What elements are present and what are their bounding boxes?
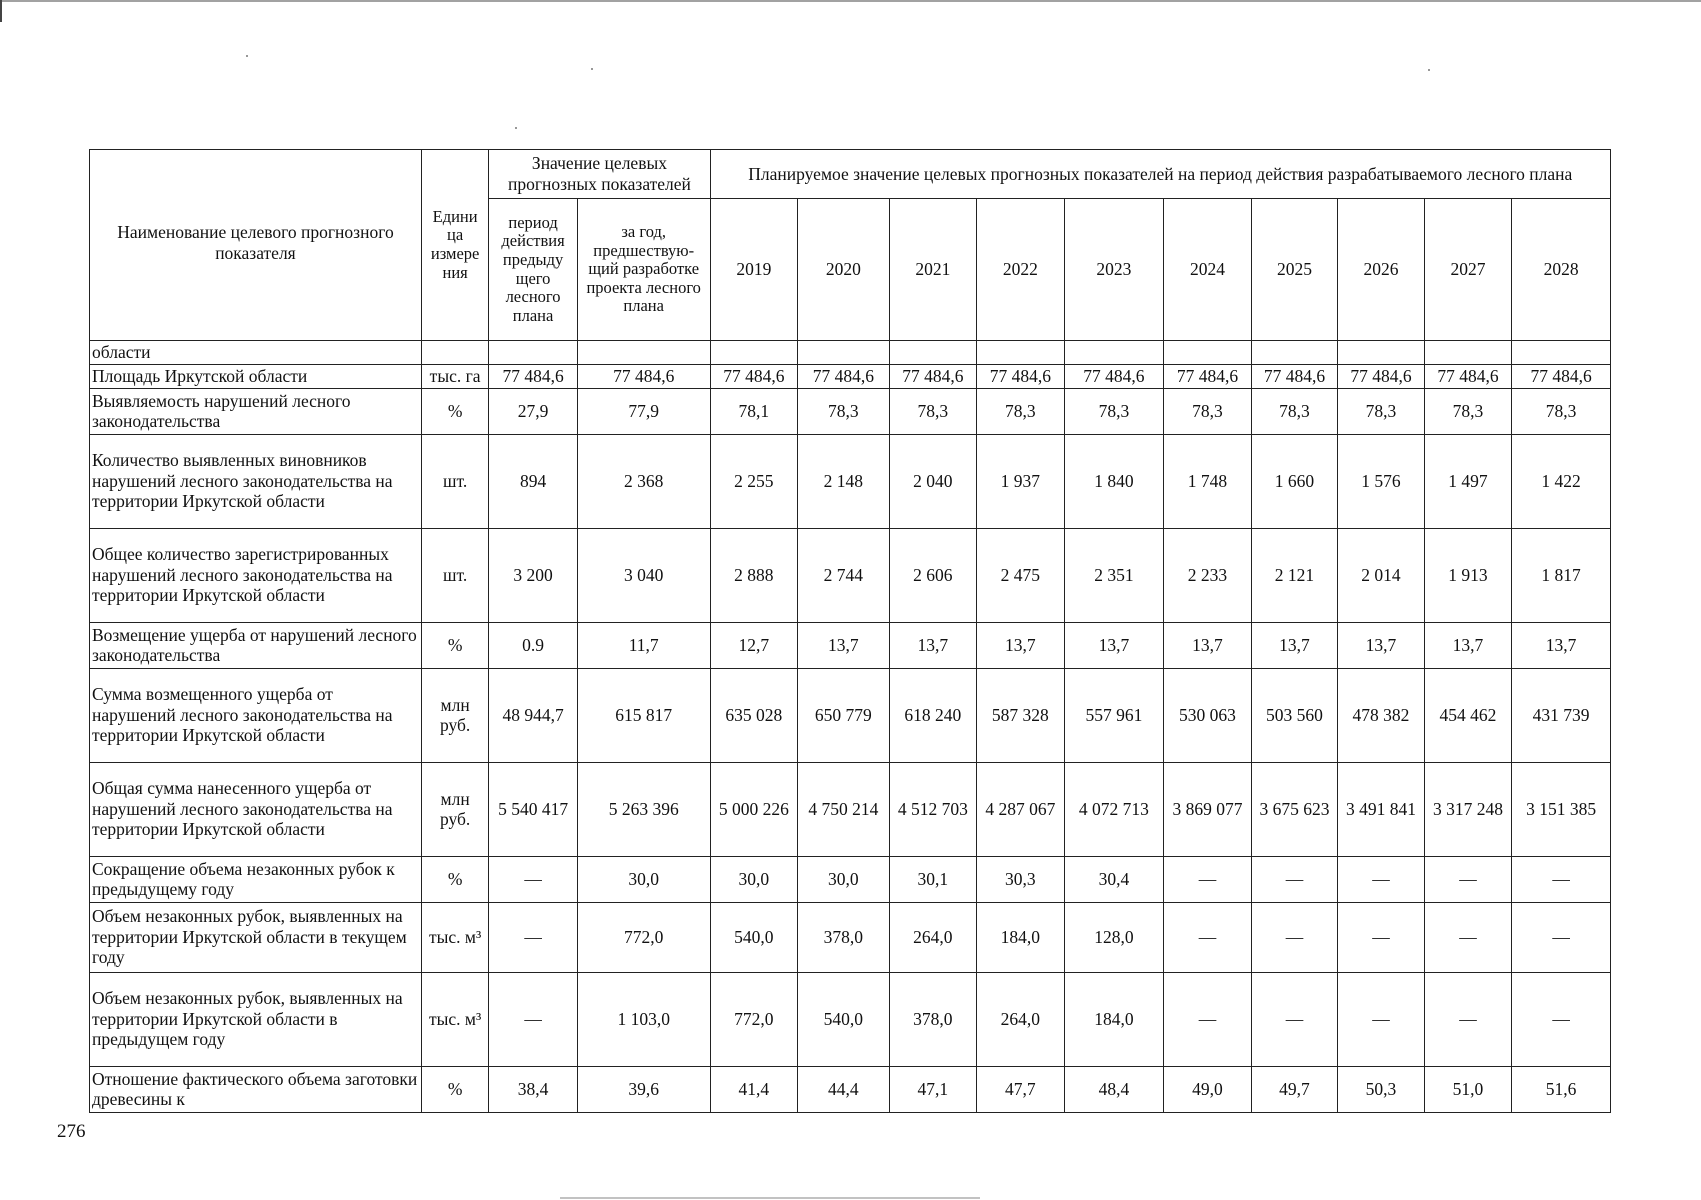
value-cell: 3 675 623	[1251, 762, 1338, 856]
value-cell: —	[1251, 902, 1338, 972]
value-cell: 78,3	[889, 388, 977, 434]
table-row	[90, 668, 1611, 762]
header-prev-period: период действия предыду щего лесного плана	[501, 212, 565, 325]
indicator-unit: шт.	[421, 434, 488, 528]
value-cell	[798, 341, 890, 365]
value-cell: 378,0	[798, 902, 890, 972]
value-cell: 2 121	[1251, 528, 1338, 622]
table-row	[90, 1066, 1611, 1112]
indicator-unit: тыс. м³	[421, 902, 488, 972]
value-cell: 4 072 713	[1064, 762, 1164, 856]
value-cell: 2 040	[889, 434, 977, 528]
value-cell: 77 484,6	[1512, 364, 1611, 388]
value-cell: 1 576	[1338, 434, 1425, 528]
indicator-name: Площадь Иркутской области	[90, 364, 422, 388]
value-cell: —	[1424, 902, 1512, 972]
value-cell: 49,0	[1164, 1066, 1252, 1112]
value-cell: 5 263 396	[577, 762, 710, 856]
indicator-name: Возмещение ущерба от нарушений лесного законодательства	[90, 622, 422, 668]
indicator-name: Количество выявленных виновников нарушений лесного законодательства на территории Иркутской области	[90, 434, 422, 528]
value-cell: 2 233	[1164, 528, 1252, 622]
value-cell: 44,4	[798, 1066, 890, 1112]
value-cell: 894	[489, 434, 578, 528]
value-cell: —	[489, 856, 578, 902]
value-cell	[1251, 341, 1338, 365]
indicator-unit: млн руб.	[421, 762, 488, 856]
header-unit: Едини ца измере ния	[430, 206, 480, 282]
value-cell: 50,3	[1338, 1066, 1425, 1112]
header-name-cell	[90, 150, 422, 341]
value-cell: —	[489, 902, 578, 972]
value-cell: 2 368	[577, 434, 710, 528]
value-cell: 78,3	[977, 388, 1065, 434]
value-cell: 650 779	[798, 668, 890, 762]
value-cell: 1 103,0	[577, 972, 710, 1066]
value-cell: 77 484,6	[577, 364, 710, 388]
value-cell: 77 484,6	[489, 364, 578, 388]
value-cell: 78,3	[1512, 388, 1611, 434]
value-cell: 78,3	[1424, 388, 1512, 434]
value-cell: 3 200	[489, 528, 578, 622]
value-cell: 3 491 841	[1338, 762, 1425, 856]
indicator-unit	[421, 341, 488, 365]
value-cell: —	[489, 972, 578, 1066]
value-cell: 30,3	[977, 856, 1065, 902]
header-year: 2027	[1424, 199, 1512, 341]
value-cell: 184,0	[1064, 972, 1164, 1066]
value-cell: 503 560	[1251, 668, 1338, 762]
value-cell: 30,1	[889, 856, 977, 902]
value-cell: 51,6	[1512, 1066, 1611, 1112]
indicator-unit: %	[421, 856, 488, 902]
value-cell: 47,1	[889, 1066, 977, 1112]
indicator-name: Общее количество зарегистрированных нарушений лесного законодательства на территории Иркутской области	[90, 528, 422, 622]
value-cell: 264,0	[977, 972, 1065, 1066]
indicator-name: Сумма возмещенного ущерба от нарушений лесного законодательства на территории Иркутской области	[90, 668, 422, 762]
value-cell: 1 913	[1424, 528, 1512, 622]
indicator-name: Отношение фактического объема заготовки древесины к	[90, 1066, 422, 1112]
value-cell: 13,7	[1424, 622, 1512, 668]
value-cell: 78,3	[1164, 388, 1252, 434]
header-name: Наименование целевого прогнозного показателя	[117, 222, 394, 263]
value-cell: 2 475	[977, 528, 1065, 622]
value-cell: —	[1164, 972, 1252, 1066]
value-cell: 13,7	[1512, 622, 1611, 668]
value-cell: 48 944,7	[489, 668, 578, 762]
value-cell: 77 484,6	[1424, 364, 1512, 388]
value-cell: 13,7	[1164, 622, 1252, 668]
indicator-unit: %	[421, 388, 488, 434]
value-cell: 47,7	[977, 1066, 1065, 1112]
header-year: 2019	[710, 199, 798, 341]
indicator-unit: %	[421, 1066, 488, 1112]
value-cell: 1 937	[977, 434, 1065, 528]
indicator-name: Объем незаконных рубок, выявленных на территории Иркутской области в текущем году	[90, 902, 422, 972]
indicator-unit: тыс. м³	[421, 972, 488, 1066]
value-cell: —	[1512, 902, 1611, 972]
table-row	[90, 972, 1611, 1066]
indicator-name: Общая сумма нанесенного ущерба от нарушений лесного законодательства на территории Иркутской области	[90, 762, 422, 856]
value-cell	[889, 341, 977, 365]
value-cell: 618 240	[889, 668, 977, 762]
scan-speck	[591, 68, 593, 70]
value-cell	[710, 341, 798, 365]
value-cell: —	[1512, 972, 1611, 1066]
indicator-name: Выявляемость нарушений лесного законодательства	[90, 388, 422, 434]
value-cell: 530 063	[1164, 668, 1252, 762]
value-cell: 30,4	[1064, 856, 1164, 902]
scan-speck	[1428, 69, 1430, 71]
value-cell: 78,3	[1251, 388, 1338, 434]
scan-edge-bottom	[560, 1197, 980, 1199]
value-cell: 3 151 385	[1512, 762, 1611, 856]
value-cell: 4 750 214	[798, 762, 890, 856]
value-cell: 128,0	[1064, 902, 1164, 972]
value-cell: 77 484,6	[1338, 364, 1425, 388]
table-row	[90, 902, 1611, 972]
value-cell: 13,7	[1338, 622, 1425, 668]
value-cell: 78,3	[1064, 388, 1164, 434]
value-cell: 30,0	[798, 856, 890, 902]
header-year: 2028	[1512, 199, 1611, 341]
value-cell	[577, 341, 710, 365]
value-cell: 1 660	[1251, 434, 1338, 528]
value-cell: 77 484,6	[889, 364, 977, 388]
header-target-group: Значение целевых прогнозных показателей	[507, 153, 691, 194]
value-cell: —	[1164, 856, 1252, 902]
header-planned-group-cell	[710, 150, 1610, 199]
header-planned-group: Планируемое значение целевых прогнозных показателей на период действия разрабатываемого лесного плана	[748, 163, 1573, 184]
value-cell: 77,9	[577, 388, 710, 434]
value-cell: 378,0	[889, 972, 977, 1066]
value-cell: 77 484,6	[1251, 364, 1338, 388]
header-year: 2023	[1064, 199, 1164, 341]
value-cell: 772,0	[577, 902, 710, 972]
header-year: 2025	[1251, 199, 1338, 341]
value-cell: 30,0	[710, 856, 798, 902]
value-cell: 13,7	[1251, 622, 1338, 668]
table-row	[90, 434, 1611, 528]
scan-speck	[246, 55, 248, 57]
value-cell	[1424, 341, 1512, 365]
value-cell: 2 744	[798, 528, 890, 622]
value-cell: 41,4	[710, 1066, 798, 1112]
value-cell: 4 512 703	[889, 762, 977, 856]
value-cell: 635 028	[710, 668, 798, 762]
value-cell: —	[1338, 856, 1425, 902]
header-year: 2021	[889, 199, 977, 341]
value-cell: 78,3	[798, 388, 890, 434]
value-cell: 13,7	[798, 622, 890, 668]
value-cell: 557 961	[1064, 668, 1164, 762]
value-cell: —	[1338, 902, 1425, 972]
value-cell: 1 840	[1064, 434, 1164, 528]
value-cell: 2 255	[710, 434, 798, 528]
value-cell: 38,4	[489, 1066, 578, 1112]
table-row	[90, 528, 1611, 622]
value-cell: 2 014	[1338, 528, 1425, 622]
table-row	[90, 341, 1611, 365]
value-cell: 77 484,6	[798, 364, 890, 388]
value-cell: 3 040	[577, 528, 710, 622]
indicator-name: области	[90, 341, 422, 365]
value-cell	[1338, 341, 1425, 365]
value-cell: 431 739	[1512, 668, 1611, 762]
value-cell: 184,0	[977, 902, 1065, 972]
indicator-name: Сокращение объема незаконных рубок к предыдущему году	[90, 856, 422, 902]
value-cell: —	[1251, 972, 1338, 1066]
header-prev-year-cell	[577, 199, 710, 341]
value-cell: 0.9	[489, 622, 578, 668]
header-prev-year: за год, предшествую-щий разработке проекта лесного плана	[586, 221, 701, 316]
value-cell: 48,4	[1064, 1066, 1164, 1112]
value-cell: —	[1424, 972, 1512, 1066]
value-cell: 77 484,6	[977, 364, 1065, 388]
value-cell: 540,0	[798, 972, 890, 1066]
value-cell	[1064, 341, 1164, 365]
value-cell: 51,0	[1424, 1066, 1512, 1112]
header-year: 2022	[977, 199, 1065, 341]
value-cell	[489, 341, 578, 365]
indicator-unit: млн руб.	[421, 668, 488, 762]
header-year: 2024	[1164, 199, 1252, 341]
header-prev-period-cell	[489, 199, 578, 341]
value-cell: 78,1	[710, 388, 798, 434]
indicator-unit: шт.	[421, 528, 488, 622]
scan-speck	[515, 127, 517, 129]
scan-edge-left	[0, 0, 2, 22]
value-cell: 4 287 067	[977, 762, 1065, 856]
value-cell: 77 484,6	[1064, 364, 1164, 388]
value-cell: 13,7	[977, 622, 1065, 668]
value-cell: 77 484,6	[1164, 364, 1252, 388]
header-year: 2020	[798, 199, 890, 341]
value-cell: —	[1338, 972, 1425, 1066]
value-cell: 5 000 226	[710, 762, 798, 856]
value-cell	[1164, 341, 1252, 365]
header-year: 2026	[1338, 199, 1425, 341]
value-cell: 5 540 417	[489, 762, 578, 856]
indicator-unit: %	[421, 622, 488, 668]
page-number: 276	[57, 1121, 86, 1142]
table-row	[90, 762, 1611, 856]
value-cell: 13,7	[889, 622, 977, 668]
value-cell: 78,3	[1338, 388, 1425, 434]
indicator-unit: тыс. га	[421, 364, 488, 388]
scan-edge-top	[0, 0, 1701, 2]
value-cell: 2 148	[798, 434, 890, 528]
value-cell: 478 382	[1338, 668, 1425, 762]
value-cell: 2 351	[1064, 528, 1164, 622]
value-cell: 1 422	[1512, 434, 1611, 528]
value-cell: 77 484,6	[710, 364, 798, 388]
value-cell: 11,7	[577, 622, 710, 668]
value-cell: 3 869 077	[1164, 762, 1252, 856]
value-cell: 587 328	[977, 668, 1065, 762]
table-row	[90, 364, 1611, 388]
value-cell: 39,6	[577, 1066, 710, 1112]
value-cell: 454 462	[1424, 668, 1512, 762]
table-row	[90, 856, 1611, 902]
value-cell: 2 606	[889, 528, 977, 622]
value-cell: 27,9	[489, 388, 578, 434]
value-cell: 1 497	[1424, 434, 1512, 528]
indicator-name: Объем незаконных рубок, выявленных на территории Иркутской области в предыдущем году	[90, 972, 422, 1066]
value-cell: 1 817	[1512, 528, 1611, 622]
value-cell: 13,7	[1064, 622, 1164, 668]
value-cell: 2 888	[710, 528, 798, 622]
value-cell	[977, 341, 1065, 365]
value-cell	[1512, 341, 1611, 365]
value-cell: —	[1164, 902, 1252, 972]
header-unit-cell	[421, 150, 488, 341]
value-cell: 1 748	[1164, 434, 1252, 528]
value-cell: 30,0	[577, 856, 710, 902]
value-cell: 540,0	[710, 902, 798, 972]
table-row	[90, 388, 1611, 434]
value-cell: 264,0	[889, 902, 977, 972]
value-cell: —	[1424, 856, 1512, 902]
value-cell: 772,0	[710, 972, 798, 1066]
header-target-group-cell	[489, 150, 710, 199]
value-cell: —	[1512, 856, 1611, 902]
value-cell: 12,7	[710, 622, 798, 668]
value-cell: 49,7	[1251, 1066, 1338, 1112]
value-cell: —	[1251, 856, 1338, 902]
value-cell: 615 817	[577, 668, 710, 762]
value-cell: 3 317 248	[1424, 762, 1512, 856]
forecast-indicators-table	[89, 149, 1611, 1113]
table-row	[90, 622, 1611, 668]
